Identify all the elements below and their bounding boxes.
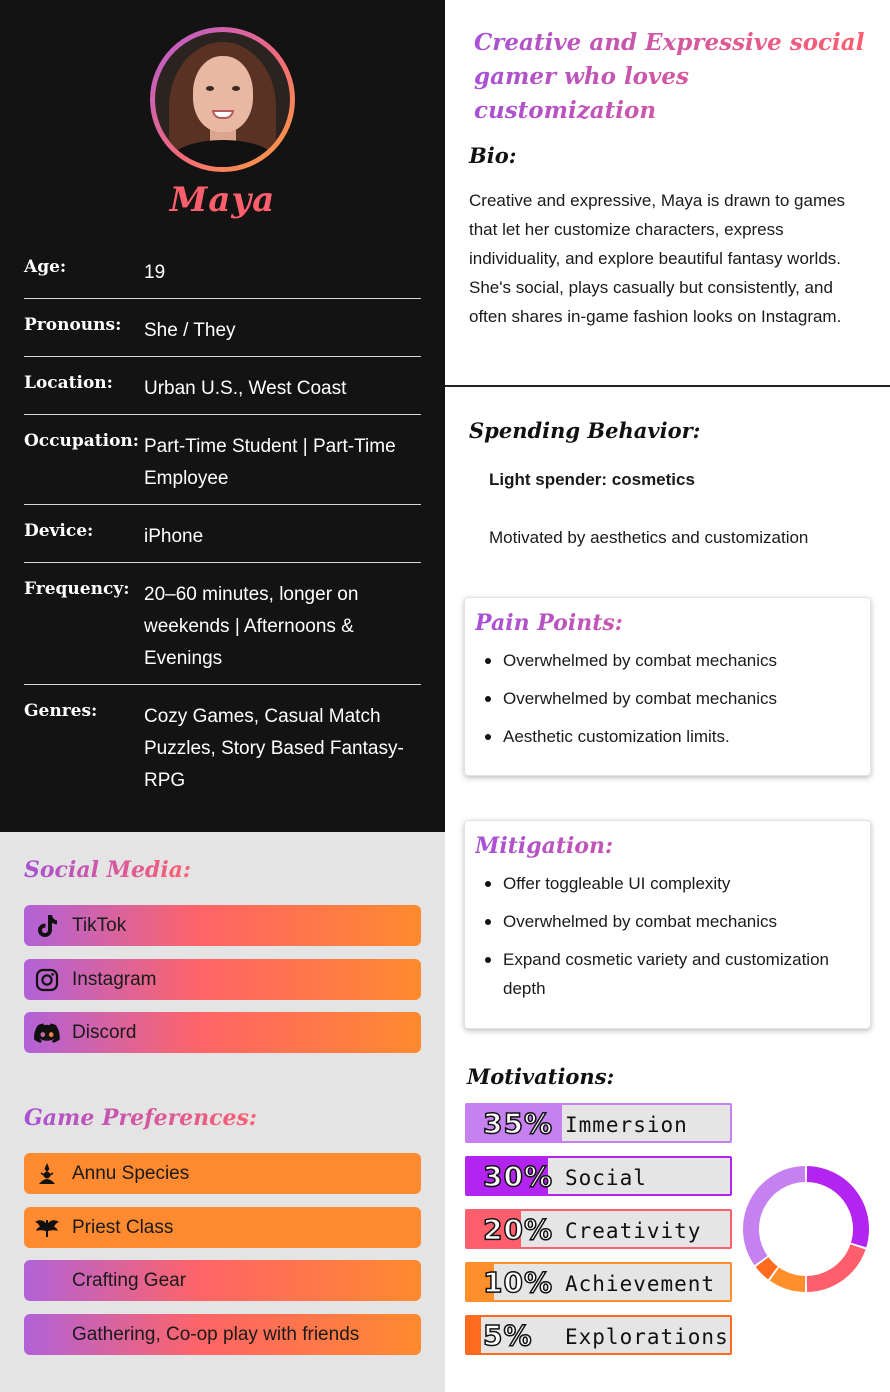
motivation-bar — [465, 1209, 732, 1249]
motivation-donut-chart — [742, 1165, 870, 1293]
pill-label: Gathering, Co-op play with friends — [72, 1323, 360, 1345]
avatar-photo — [155, 32, 290, 167]
info-row-genres — [24, 701, 421, 807]
preference-pill-priest[interactable] — [24, 1207, 421, 1248]
priest-wings-icon — [34, 1215, 60, 1241]
motivation-bar — [465, 1103, 732, 1143]
instagram-icon — [34, 967, 60, 993]
donut-slice-creativity — [807, 1247, 858, 1284]
list-item: Aesthetic customization limits. — [475, 722, 860, 751]
mitigation-card — [464, 820, 871, 1029]
motivation-bar — [465, 1156, 732, 1196]
info-value: iPhone — [144, 526, 204, 547]
motivation-percent: 5% — [483, 1319, 533, 1352]
motivation-label: Achievement — [565, 1272, 716, 1296]
pain-points-list — [475, 646, 860, 751]
motivation-label: Social — [565, 1166, 647, 1190]
donut-slice-explorations — [762, 1262, 773, 1273]
pain-points-card — [464, 597, 871, 776]
pill-label: Annu Species — [72, 1162, 190, 1184]
info-value: Part-Time Student | Part-Time Employee — [144, 436, 396, 489]
info-row-frequency — [24, 579, 421, 685]
section-divider — [445, 385, 890, 387]
list-item: Overwhelmed by combat mechanics — [475, 646, 860, 675]
motivations-title: Motivations: — [467, 1064, 615, 1089]
pain-points-title: Pain Points: — [475, 610, 860, 636]
motivation-label: Explorations — [565, 1325, 729, 1349]
donut-slice-social — [807, 1174, 861, 1245]
bio-text: Creative and expressive, Maya is drawn to games that let her customize characters, express individuality, and explore beautiful fantasy worlds. She's social, plays casually but consistently, and often shares in-game fashion looks on Instagram. — [469, 191, 846, 326]
motivation-bar — [465, 1315, 732, 1355]
preference-pill-gathering[interactable] — [24, 1314, 421, 1355]
pill-label: Priest Class — [72, 1216, 174, 1238]
motivation-percent: 30% — [483, 1160, 554, 1193]
pill-label: Crafting Gear — [72, 1269, 187, 1291]
bio-title: Bio: — [469, 143, 517, 168]
motivation-bar — [465, 1262, 732, 1302]
discord-icon — [34, 1020, 60, 1046]
pill-label: Discord — [72, 1021, 137, 1043]
info-value: Cozy Games, Casual Match Puzzles, Story Based Fantasy-RPG — [144, 706, 404, 791]
game-preferences-title: Game Preferences: — [24, 1105, 258, 1131]
mitigation-title: Mitigation: — [475, 833, 860, 859]
info-row-age — [24, 257, 421, 299]
tiktok-icon — [34, 913, 60, 939]
motivation-percent: 10% — [483, 1266, 554, 1299]
avatar — [150, 27, 295, 172]
list-item: Offer toggleable UI complexity — [475, 869, 860, 898]
motivation-bar-fill — [467, 1317, 481, 1353]
info-label: Location: — [24, 373, 113, 393]
persona-tagline: Creative and Expressive social gamer who loves customization — [474, 26, 874, 128]
info-label: Pronouns: — [24, 315, 122, 335]
motivation-label: Creativity — [565, 1219, 702, 1243]
social-pill-instagram[interactable] — [24, 959, 421, 1000]
list-item: Overwhelmed by combat mechanics — [475, 907, 860, 936]
donut-slice-immersion — [751, 1174, 805, 1261]
preferences-panel — [0, 832, 445, 1392]
info-value: 20–60 minutes, longer on weekends | Afternoons & Evenings — [144, 584, 359, 669]
info-value: Urban U.S., West Coast — [144, 378, 347, 399]
info-row-occupation — [24, 431, 421, 505]
social-pill-discord[interactable] — [24, 1012, 421, 1053]
info-label: Occupation: — [24, 431, 140, 451]
motivation-label: Immersion — [565, 1113, 688, 1137]
species-icon — [34, 1161, 60, 1187]
list-item: Overwhelmed by combat mechanics — [475, 684, 860, 713]
donut-slice-achievement — [774, 1274, 805, 1284]
list-item: Expand cosmetic variety and customization depth — [475, 945, 860, 1003]
persona-name: Maya — [169, 180, 276, 220]
info-row-location — [24, 373, 421, 415]
motivation-percent: 35% — [483, 1107, 554, 1140]
info-value: 19 — [144, 262, 166, 283]
info-row-device — [24, 521, 421, 563]
spending-secondary: Motivated by aesthetics and customization — [489, 528, 809, 547]
mitigation-list — [475, 869, 860, 1003]
info-label: Device: — [24, 521, 94, 541]
spending-title: Spending Behavior: — [469, 418, 701, 443]
info-value: She / They — [144, 320, 236, 341]
preference-pill-crafting[interactable] — [24, 1260, 421, 1301]
info-row-pronouns — [24, 315, 421, 357]
pill-label: Instagram — [72, 968, 157, 990]
info-label: Frequency: — [24, 579, 130, 599]
spending-primary: Light spender: cosmetics — [489, 470, 695, 489]
motivation-percent: 20% — [483, 1213, 554, 1246]
info-label: Genres: — [24, 701, 98, 721]
profile-panel — [0, 0, 445, 832]
social-media-title: Social Media: — [24, 857, 192, 883]
preference-pill-species[interactable] — [24, 1153, 421, 1194]
social-pill-tiktok[interactable] — [24, 905, 421, 946]
info-label: Age: — [24, 257, 67, 277]
pill-label: TikTok — [72, 914, 127, 936]
